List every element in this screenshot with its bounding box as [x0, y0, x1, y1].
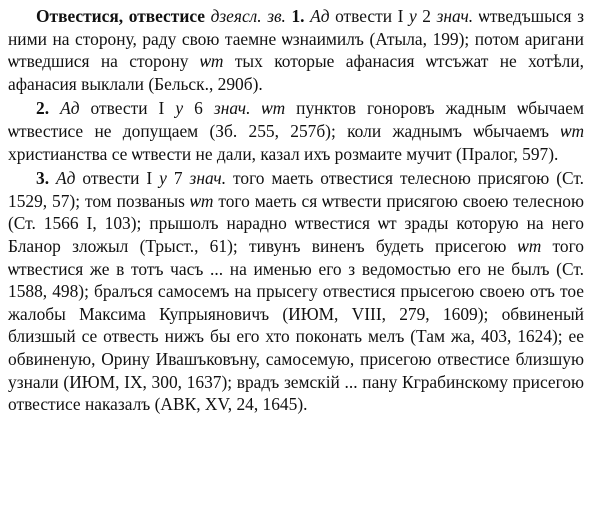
body-text: пунктов гоноровъ жадным ѡбычаем ѡтвестисе не допущаем (Зб. 255, 257б); коли жаднымъ ѡбычаемъ	[8, 98, 584, 141]
italic-text: Ад	[60, 98, 80, 119]
body-text: отвести I	[329, 6, 409, 26]
body-text: отвести I	[79, 98, 176, 119]
italic-text: ѡт	[199, 51, 224, 72]
body-text: отвести I	[75, 168, 160, 189]
body-text: 7	[166, 168, 190, 189]
headword-text: 2.	[36, 98, 50, 119]
italic-text: знач.	[436, 6, 474, 26]
italic-text: ѡт	[189, 190, 214, 211]
body-text: того маеть ся ѡтвести присягою своею телесною (Ст. 1566 I, 103); прышолъ нарадно ѡтвестися ѡт зрады которую на него Бланор зложыл (Трыст., 61); тивунъ виненъ будеть присегою	[8, 190, 584, 256]
italic-text: у	[408, 6, 417, 26]
italic-text: у	[175, 98, 184, 119]
italic-text: ѡт	[517, 235, 542, 256]
italic-text: знач.	[189, 168, 227, 189]
body-text: того ѡтвестися же в тотъ часъ ... на именью его з ведомостью его не былъ (Ст. 1588, 498); бралъся самосемъ на прысегу отвестися прысегою своею отъ тое жалобы Максима Купрыяновичъ (ИЮМ, VIII, 279, 1609); обвиненый близшый се отвесть нижъ бы его хто поконать мелъ (Там жа, 403, 1624); ее обвиненую, Орину Ивашъковъну, самосемую, присегою отвестисе близшую узнали (ИЮМ, IX, 300, 1637); врадъ земскій ... пану Кграбинскому присегою отвестисе наказалъ (АВК, XV, 24, 1645).	[8, 235, 584, 415]
entry-paragraph-2	[8, 97, 584, 165]
italic-text: ѡт	[261, 98, 286, 119]
italic-text: у	[159, 168, 167, 189]
body-text	[49, 98, 60, 118]
italic-text: знач.	[213, 98, 251, 119]
body-text: 6	[183, 98, 214, 119]
headword-text: 3.	[36, 168, 50, 189]
body-text	[250, 98, 261, 118]
body-text: ѡтведъшыся з ними на сторону, раду свою таемне ѡзнаимилъ (Атыла, 199); потом аригани ѡтведшися на сторону	[8, 6, 584, 72]
italic-text: ѡт	[560, 120, 584, 141]
body-text: того маеть отвестися телесною присягою (Ст. 1529, 57); том позваныѕ	[8, 168, 584, 211]
entry-paragraph-1	[8, 5, 584, 95]
italic-text: Ад	[310, 6, 330, 26]
body-text	[49, 168, 56, 188]
italic-text: дзеясл. зв.	[210, 6, 286, 26]
body-text: христианства се ѡтвести не дали, казал ихъ розмаите мучит (Пралог, 597).	[8, 143, 559, 164]
body-text: тых которые афанасия ѡтсъжат не хотѣли, афанасия выклали (Бельск., 290б).	[8, 51, 584, 94]
entry-paragraph-3	[8, 167, 584, 416]
headword-text: 1.	[291, 6, 305, 26]
italic-text: Ад	[56, 168, 76, 189]
headword-text: Отвестися, отвестисе	[36, 6, 205, 26]
body-text: 2	[416, 6, 437, 26]
